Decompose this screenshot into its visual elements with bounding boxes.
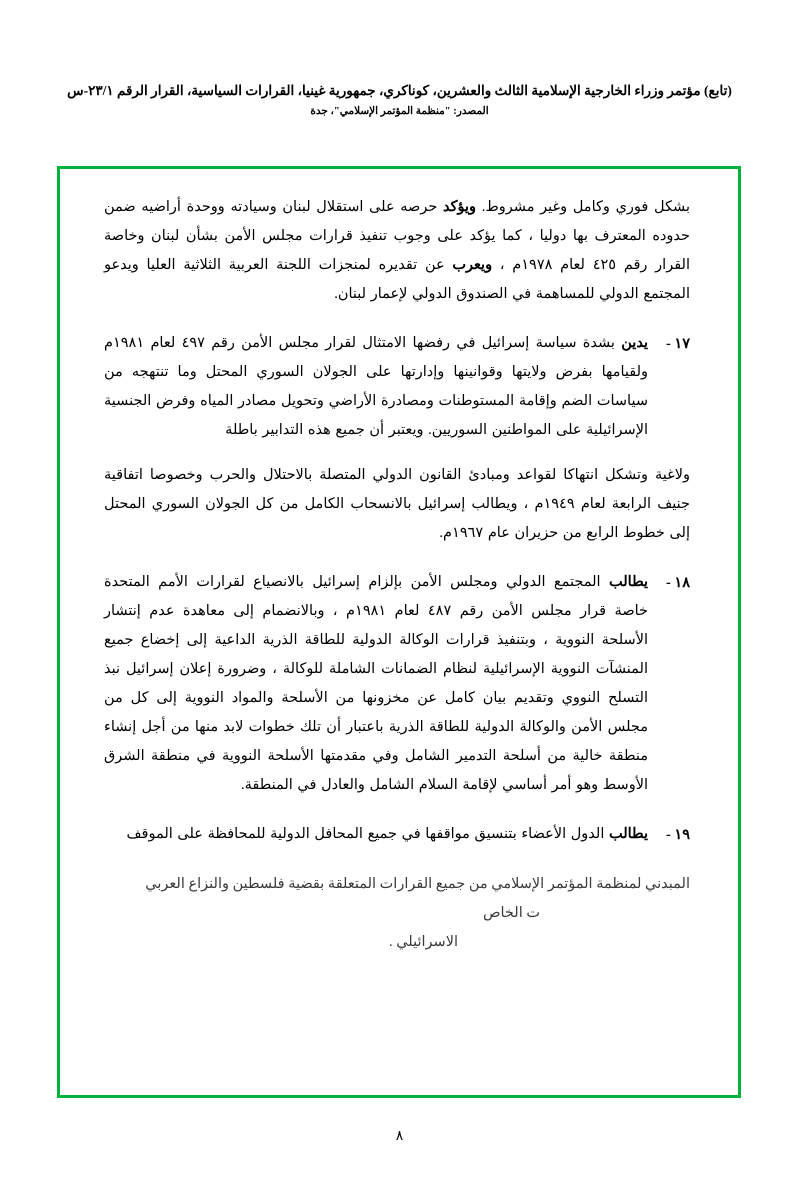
paragraph-number: ١٩ -	[665, 827, 690, 843]
partial-line-3	[104, 928, 458, 957]
content-body	[104, 193, 690, 1085]
paragraph-18	[104, 568, 690, 800]
paragraph-17	[104, 329, 690, 445]
paragraph-text: ولاغية وتشكل انتهاكا لقواعد ومبادئ القانون الدولي المتصلة بالاحتلال والحرب وخصوصا اتفاقية جنيف الرابعة لعام ١٩٤٩م ، ويطالب إسرائيل بالانسحاب الكامل من كل الجولان السوري المحتل إلى خطوط الرابع من حزيران عام ١٩٦٧م.	[104, 467, 690, 541]
paragraph-continuation	[104, 193, 690, 309]
page-number: ٨	[395, 1129, 404, 1144]
paragraph-text: يطالب الدول الأعضاء بتنسيق مواقفها في جميع المحافل الدولية للمحافظة على الموقف	[126, 826, 648, 842]
paragraph-text: بشكل فوري وكامل وغير مشروط. ويؤكد حرصه على استقلال لبنان وسيادته ووحدة أراضيه ضمن حدوده المعترف بها دوليا ، كما يؤكد على وجوب تنفيذ قرارات مجلس الأمن بشأن لبنان وخاصة القرار رقم ٤٢٥ لعام ١٩٧٨م ، ويعرب عن تقديره لمنجزات اللجنة العربية الثلاثية العليا ويدعو المجتمع الدولي للمساهمة في الصندوق الدولي لإعمار لبنان.	[104, 199, 690, 302]
paragraph-text: يدين بشدة سياسة إسرائيل في رفضها الامتثال لقرار مجلس الأمن رقم ٤٩٧ لعام ١٩٨١م ولقيامها بفرض ولايتها وقوانينها وإدارتها على الجولان السوري المحتل وما تنتهجه من سياسات الضم وإقامة المستوطنات ومصادرة الأراضي وتحويل مصادر المياه وفرض الجنسية الإسرائيلية على المواطنين السوريين. ويعتبر أن جميع هذه التدابير باطلة	[104, 335, 648, 438]
page-footer	[0, 1128, 799, 1145]
paragraph-text: يطالب المجتمع الدولي ومجلس الأمن بإلزام إسرائيل بالانصياع لقرارات الأمم المتحدة خاصة قرار مجلس الأمن رقم ٤٨٧ لعام ١٩٨١م ، وبالانضمام إلى معاهدة عدم إنتشار الأسلحة النووية ، وبتنفيذ قرارات الوكالة الدولية للطاقة الذرية الداعية إلى إخضاع جميع المنشآت النووية الإسرائيلية لنظام الضمانات الشاملة للوكالة ، وضرورة إعلان إسرائيل نبذ التسلح النووي وتقديم بيان كامل عن مخزونها من الأسلحة والمواد النووية إلى كل من مجلس الأمن والوكالة الدولية للطاقة الذرية باعتبار أن تلك خطوات لابد منها من أجل إنشاء منطقة خالية من أسلحة التدمير الشامل وفي مقدمتها الأسلحة النووية في منطقة الشرق الأوسط وهو أمر أساسي لإقامة السلام الشامل والعادل في المنطقة.	[104, 574, 649, 793]
partial-line-text: المبدني لمنظمة المؤتمر الإسلامي من جميع القرارات المتعلقة بقضية فلسطين والنزاع العربي	[145, 876, 690, 892]
partial-line-1	[104, 870, 690, 899]
partial-line-text: الاسرائيلي .	[388, 934, 458, 950]
green-content-frame	[57, 166, 741, 1098]
partial-line-text: ت الخاص	[482, 905, 540, 921]
paragraph-17-continued	[104, 461, 690, 548]
header-title: (تابع) مؤتمر وزراء الخارجية الإسلامية الثالث والعشرين، كوناكري، جمهورية غينيا، القرارات السياسية، القرار الرقم ٢٣/١-س	[67, 83, 732, 98]
partial-line-2	[104, 899, 540, 928]
paragraph-19	[104, 820, 690, 850]
page-header	[0, 82, 799, 117]
paragraph-number: ١٧ -	[665, 336, 690, 352]
paragraph-number: ١٨ -	[665, 575, 690, 591]
header-source: المصدر: "منظمة المؤتمر الإسلامي"، جدة	[310, 105, 489, 117]
